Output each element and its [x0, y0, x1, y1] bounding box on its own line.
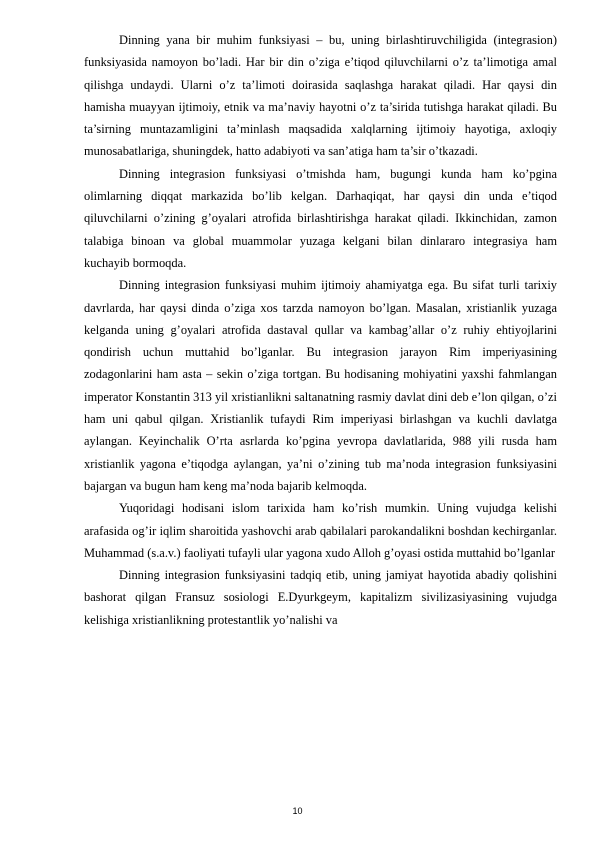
paragraph: Dinning integrasion funksiyasi muhim ijtimoiy ahamiyatga ega. Bu sifat turli tarixiy davrlarda, har qaysi dinda o’ziga xos tarzda namoyon bo’lgan. Masalan, xristianlik yuzaga kelganda uning g’oyalari atrofida dastaval qullar va kambag’allar o’z ruhiy ehtiyojlarini qondirish uchun muttahid bo’lganlar. Bu integrasion jarayon Rim imperiyasining zodagonlarini ham asta – sekin o’ziga tortgan. Bu hodisaning mohiyatini yaxshi fahmlangan imperator Konstantin 313 yil xristianlikni saltanatning rasmiy davlat dini deb e’lon qilgan, o’zi ham uni qabul qilgan. Xristianlik tufaydi Rim imperiyasi birlashgan va kuchli davlatga aylangan. Keyinchalik O’rta asrlarda ko’pgina yevropa davlatlarida, 988 yili rusda ham xristianlik yagona e’tiqodga aylangan, ya’ni o’zining tub ma’noda integrasion funksiyasini bajargan va bugun ham keng ma’noda bajarib kelmoqda. — [84, 278, 557, 493]
paragraph: Dinning integrasion funksiyasi o’tmishda ham, bugungi kunda ham ko’pgina olimlarning diqqat markazida bo’lib kelgan. Darhaqiqat, har qaysi din unda e’tiqod qiluvchilarni o’zining g’oyalari atrofida birlashtirishga harakat qiladi. Ikkinchidan, zamon talabiga binoan va global muammolar yuzaga kelgani bilan dinlararo integrasiya ham kuchayib bormoqda. — [84, 166, 557, 270]
paragraph: Dinning integrasion funksiyasini tadqiq etib, uning jamiyat hayotida abadiy qolishini bashorat qilgan Fransuz sosiologi E.Dyurkgeym, kapitalizm sivilizasiyasining vujudga kelishiga xristianlikning protestantlik yo’nalishi va — [84, 568, 557, 627]
document-body — [84, 29, 557, 631]
page-number: 10 — [292, 806, 303, 816]
paragraph: Dinning yana bir muhim funksiyasi – bu, uning birlashtiruvchiligida (integrasion) funksiyasida namoyon bo’ladi. Har bir din o’ziga e’tiqod qiluvchilarni o’z ta’limotiga amal qilishga undaydi. Ularni o’z ta’limoti doirasida saqlashga harakat qiladi. Har qaysi din hamisha muayyan ijtimoiy, etnik va ma’naviy hayotni o’z ta’sirida tutishga harakat qiladi. Bu ta’sirning muntazamligini ta’minlash maqsadida xalqlarning ijtimoiy hayotiga, axloqiy munosabatlariga, shuningdek, hatto adabiyoti va san’atiga ham ta’sir o’tkazadi. — [84, 33, 557, 159]
paragraph: Yuqoridagi hodisani islom tarixida ham ko’rish mumkin. Uning vujudga kelishi arafasida og’ir iqlim sharoitida yashovchi arab qabilalari parokandalikni boshdan kechirganlar. Muhammad (s.a.v.) faoliyati tufayli ular yagona xudo Alloh g’oyasi ostida muttahid bo’lganlar — [84, 501, 557, 560]
